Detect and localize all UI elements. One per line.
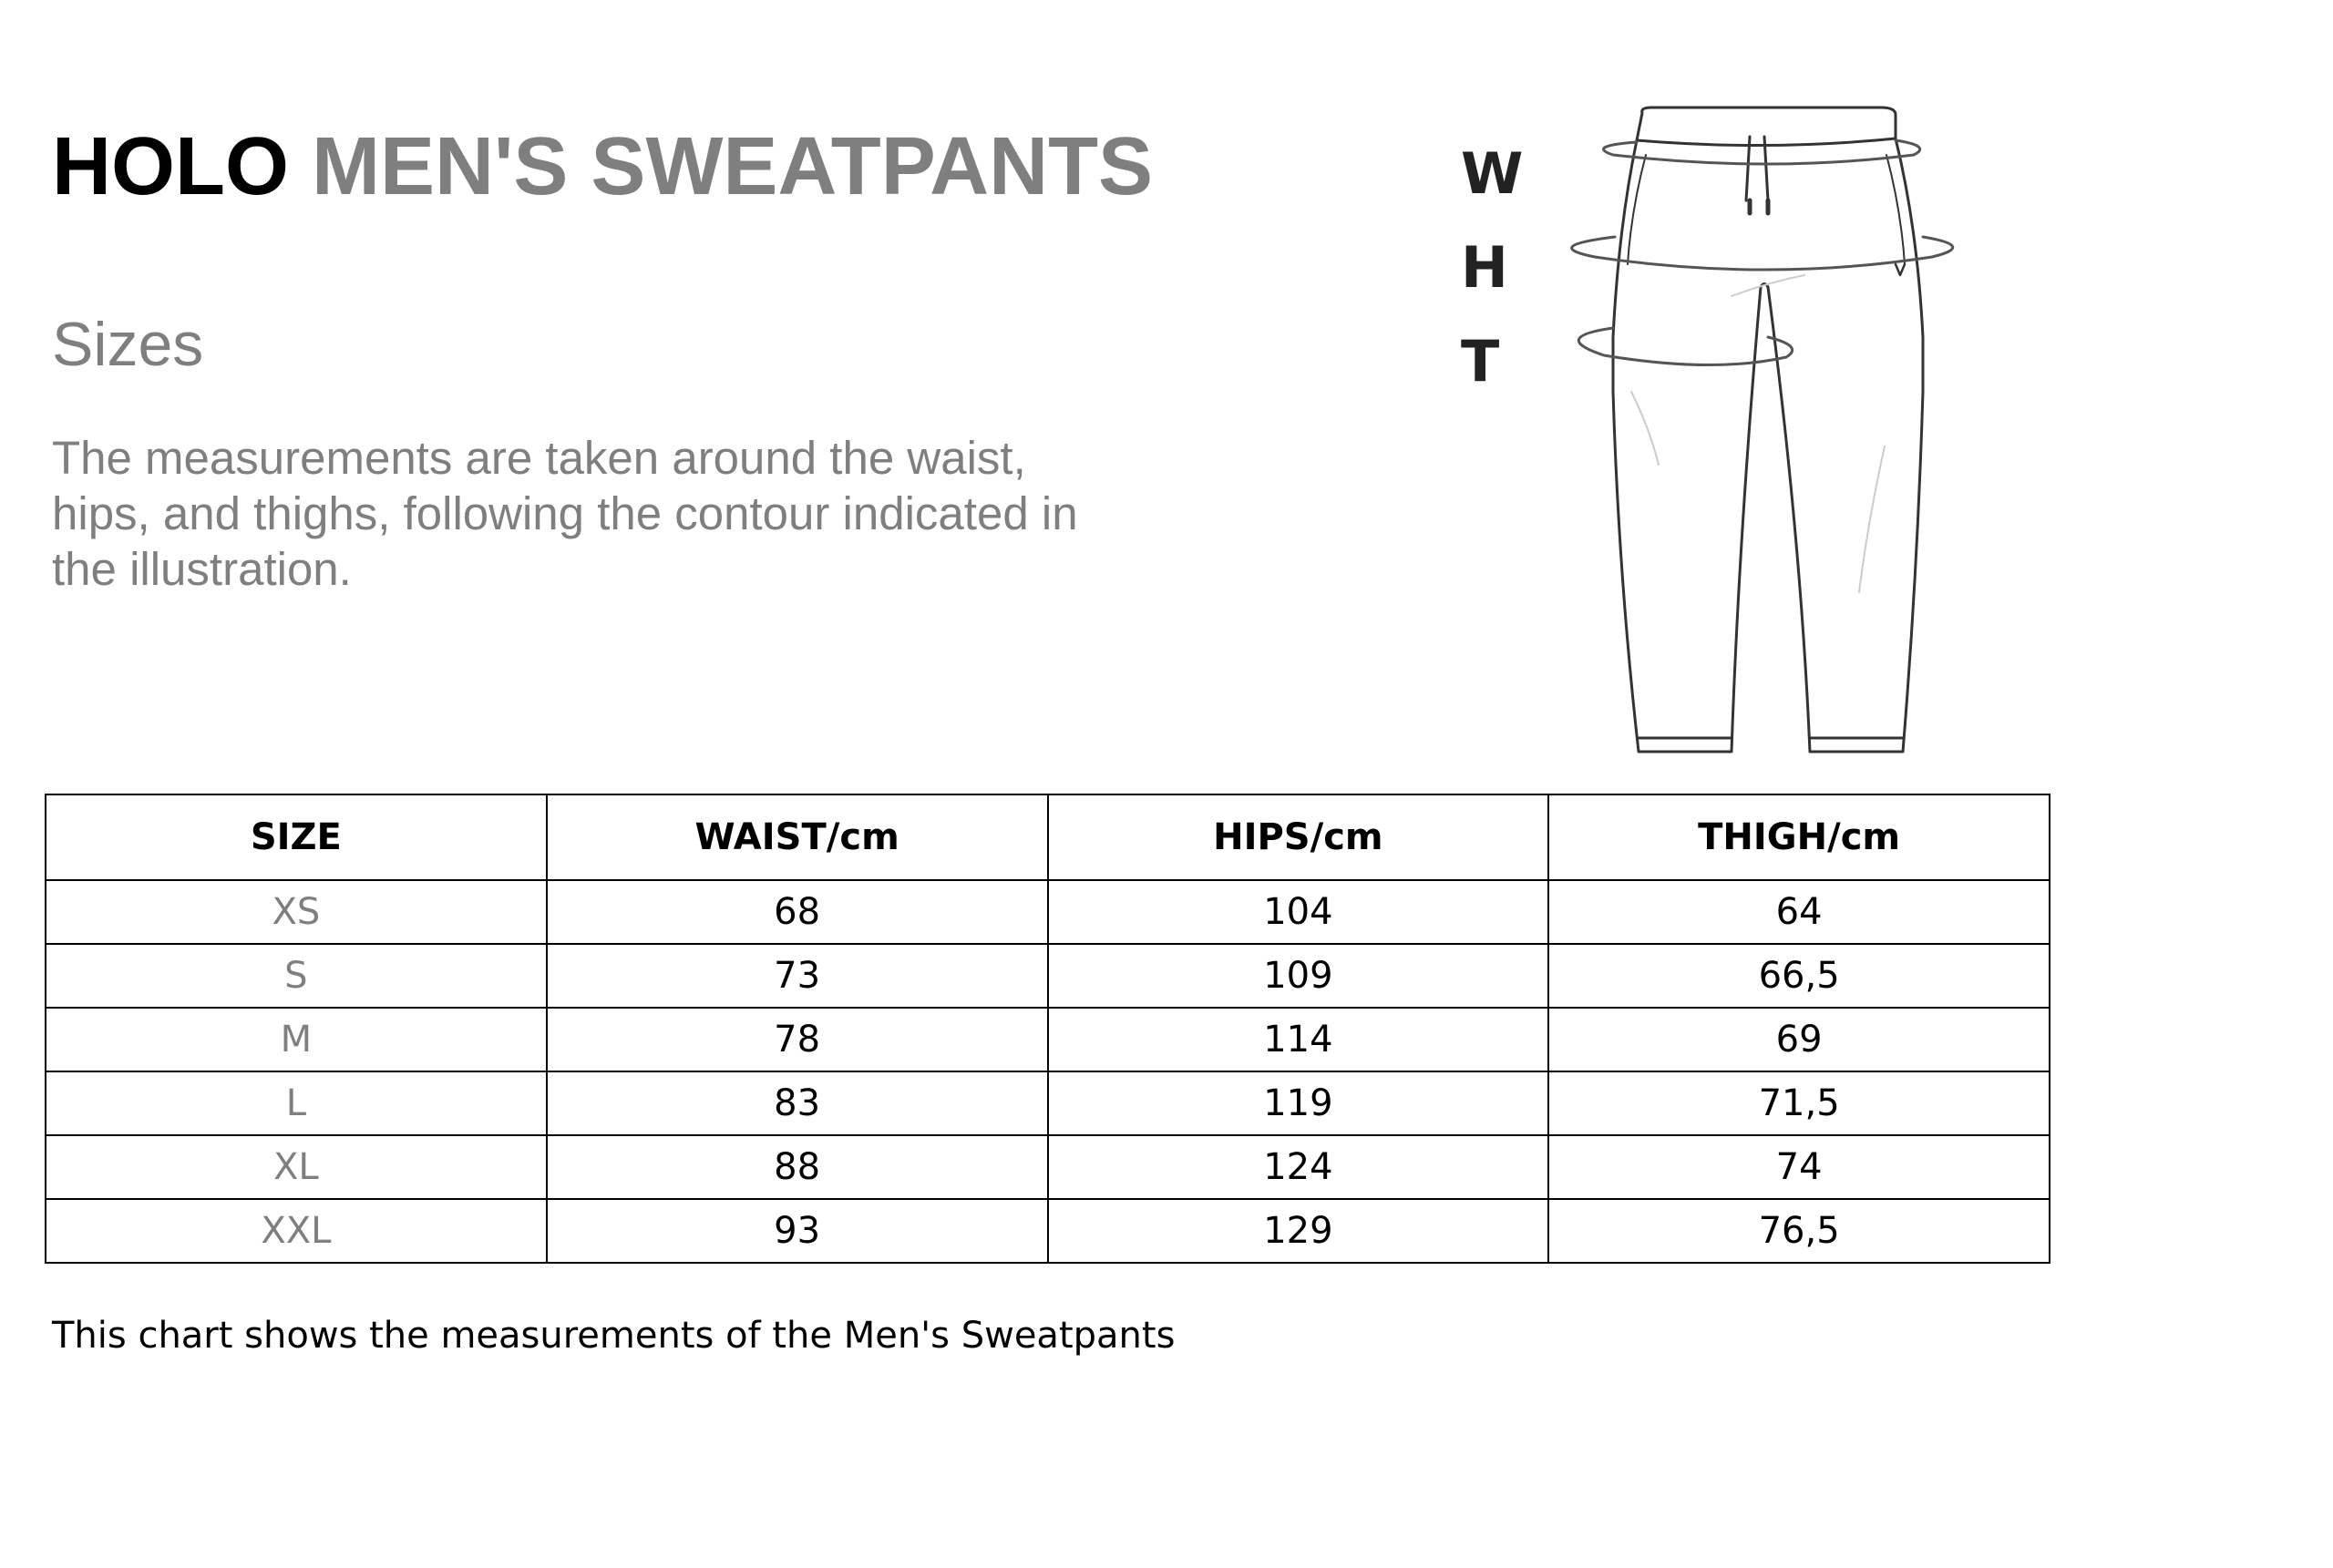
- column-header-size: SIZE: [46, 794, 547, 880]
- hips-cell: 109: [1048, 944, 1549, 1008]
- size-cell: S: [46, 944, 547, 1008]
- size-cell: M: [46, 1008, 547, 1071]
- table-header-row: [46, 794, 2050, 880]
- thigh-cell: 64: [1548, 880, 2050, 944]
- hips-cell: 114: [1048, 1008, 1549, 1071]
- table-row: [46, 1071, 2050, 1135]
- hips-cell: 104: [1048, 880, 1549, 944]
- hips-label: H: [1461, 234, 1508, 301]
- waist-cell: 73: [547, 944, 1048, 1008]
- table-row: [46, 1008, 2050, 1071]
- size-chart-table: [45, 794, 2050, 1264]
- thigh-cell: 66,5: [1548, 944, 2050, 1008]
- thigh-cell: 74: [1548, 1135, 2050, 1199]
- waist-cell: 88: [547, 1135, 1048, 1199]
- waist-cell: 83: [547, 1071, 1048, 1135]
- thigh-cell: 76,5: [1548, 1199, 2050, 1263]
- size-cell: L: [46, 1071, 547, 1135]
- thigh-cell: 71,5: [1548, 1071, 2050, 1135]
- page-title: [52, 117, 1153, 217]
- product-name: MEN'S SWEATPANTS: [312, 121, 1154, 212]
- size-cell: XXL: [46, 1199, 547, 1263]
- waist-label: W: [1461, 140, 1524, 207]
- table-row: [46, 1199, 2050, 1263]
- thigh-cell: 69: [1548, 1008, 2050, 1071]
- table-row: [46, 944, 2050, 1008]
- column-header-thigh: THIGH/cm: [1548, 794, 2050, 880]
- sweatpants-illustration: [1440, 100, 1968, 784]
- size-cell: XS: [46, 880, 547, 944]
- waist-cell: 78: [547, 1008, 1048, 1071]
- size-cell: XL: [46, 1135, 547, 1199]
- hips-cell: 129: [1048, 1199, 1549, 1263]
- brand-name: HOLO: [52, 121, 289, 212]
- section-subtitle: Sizes: [52, 310, 204, 379]
- sweatpants-drawing-icon: [1440, 100, 1968, 784]
- waist-cell: 68: [547, 880, 1048, 944]
- column-header-waist: WAIST/cm: [547, 794, 1048, 880]
- measurement-description: The measurements are taken around the waist, hips, and thighs, following the contour indicated in the illustration.: [52, 432, 1078, 595]
- table-row: [46, 1135, 2050, 1199]
- waist-cell: 93: [547, 1199, 1048, 1263]
- table-row: [46, 880, 2050, 944]
- column-header-hips: HIPS/cm: [1048, 794, 1549, 880]
- hips-cell: 119: [1048, 1071, 1549, 1135]
- chart-footnote: This chart shows the measurements of the Men's Sweatpants: [52, 1315, 1176, 1357]
- hips-cell: 124: [1048, 1135, 1549, 1199]
- thigh-label: T: [1461, 328, 1500, 395]
